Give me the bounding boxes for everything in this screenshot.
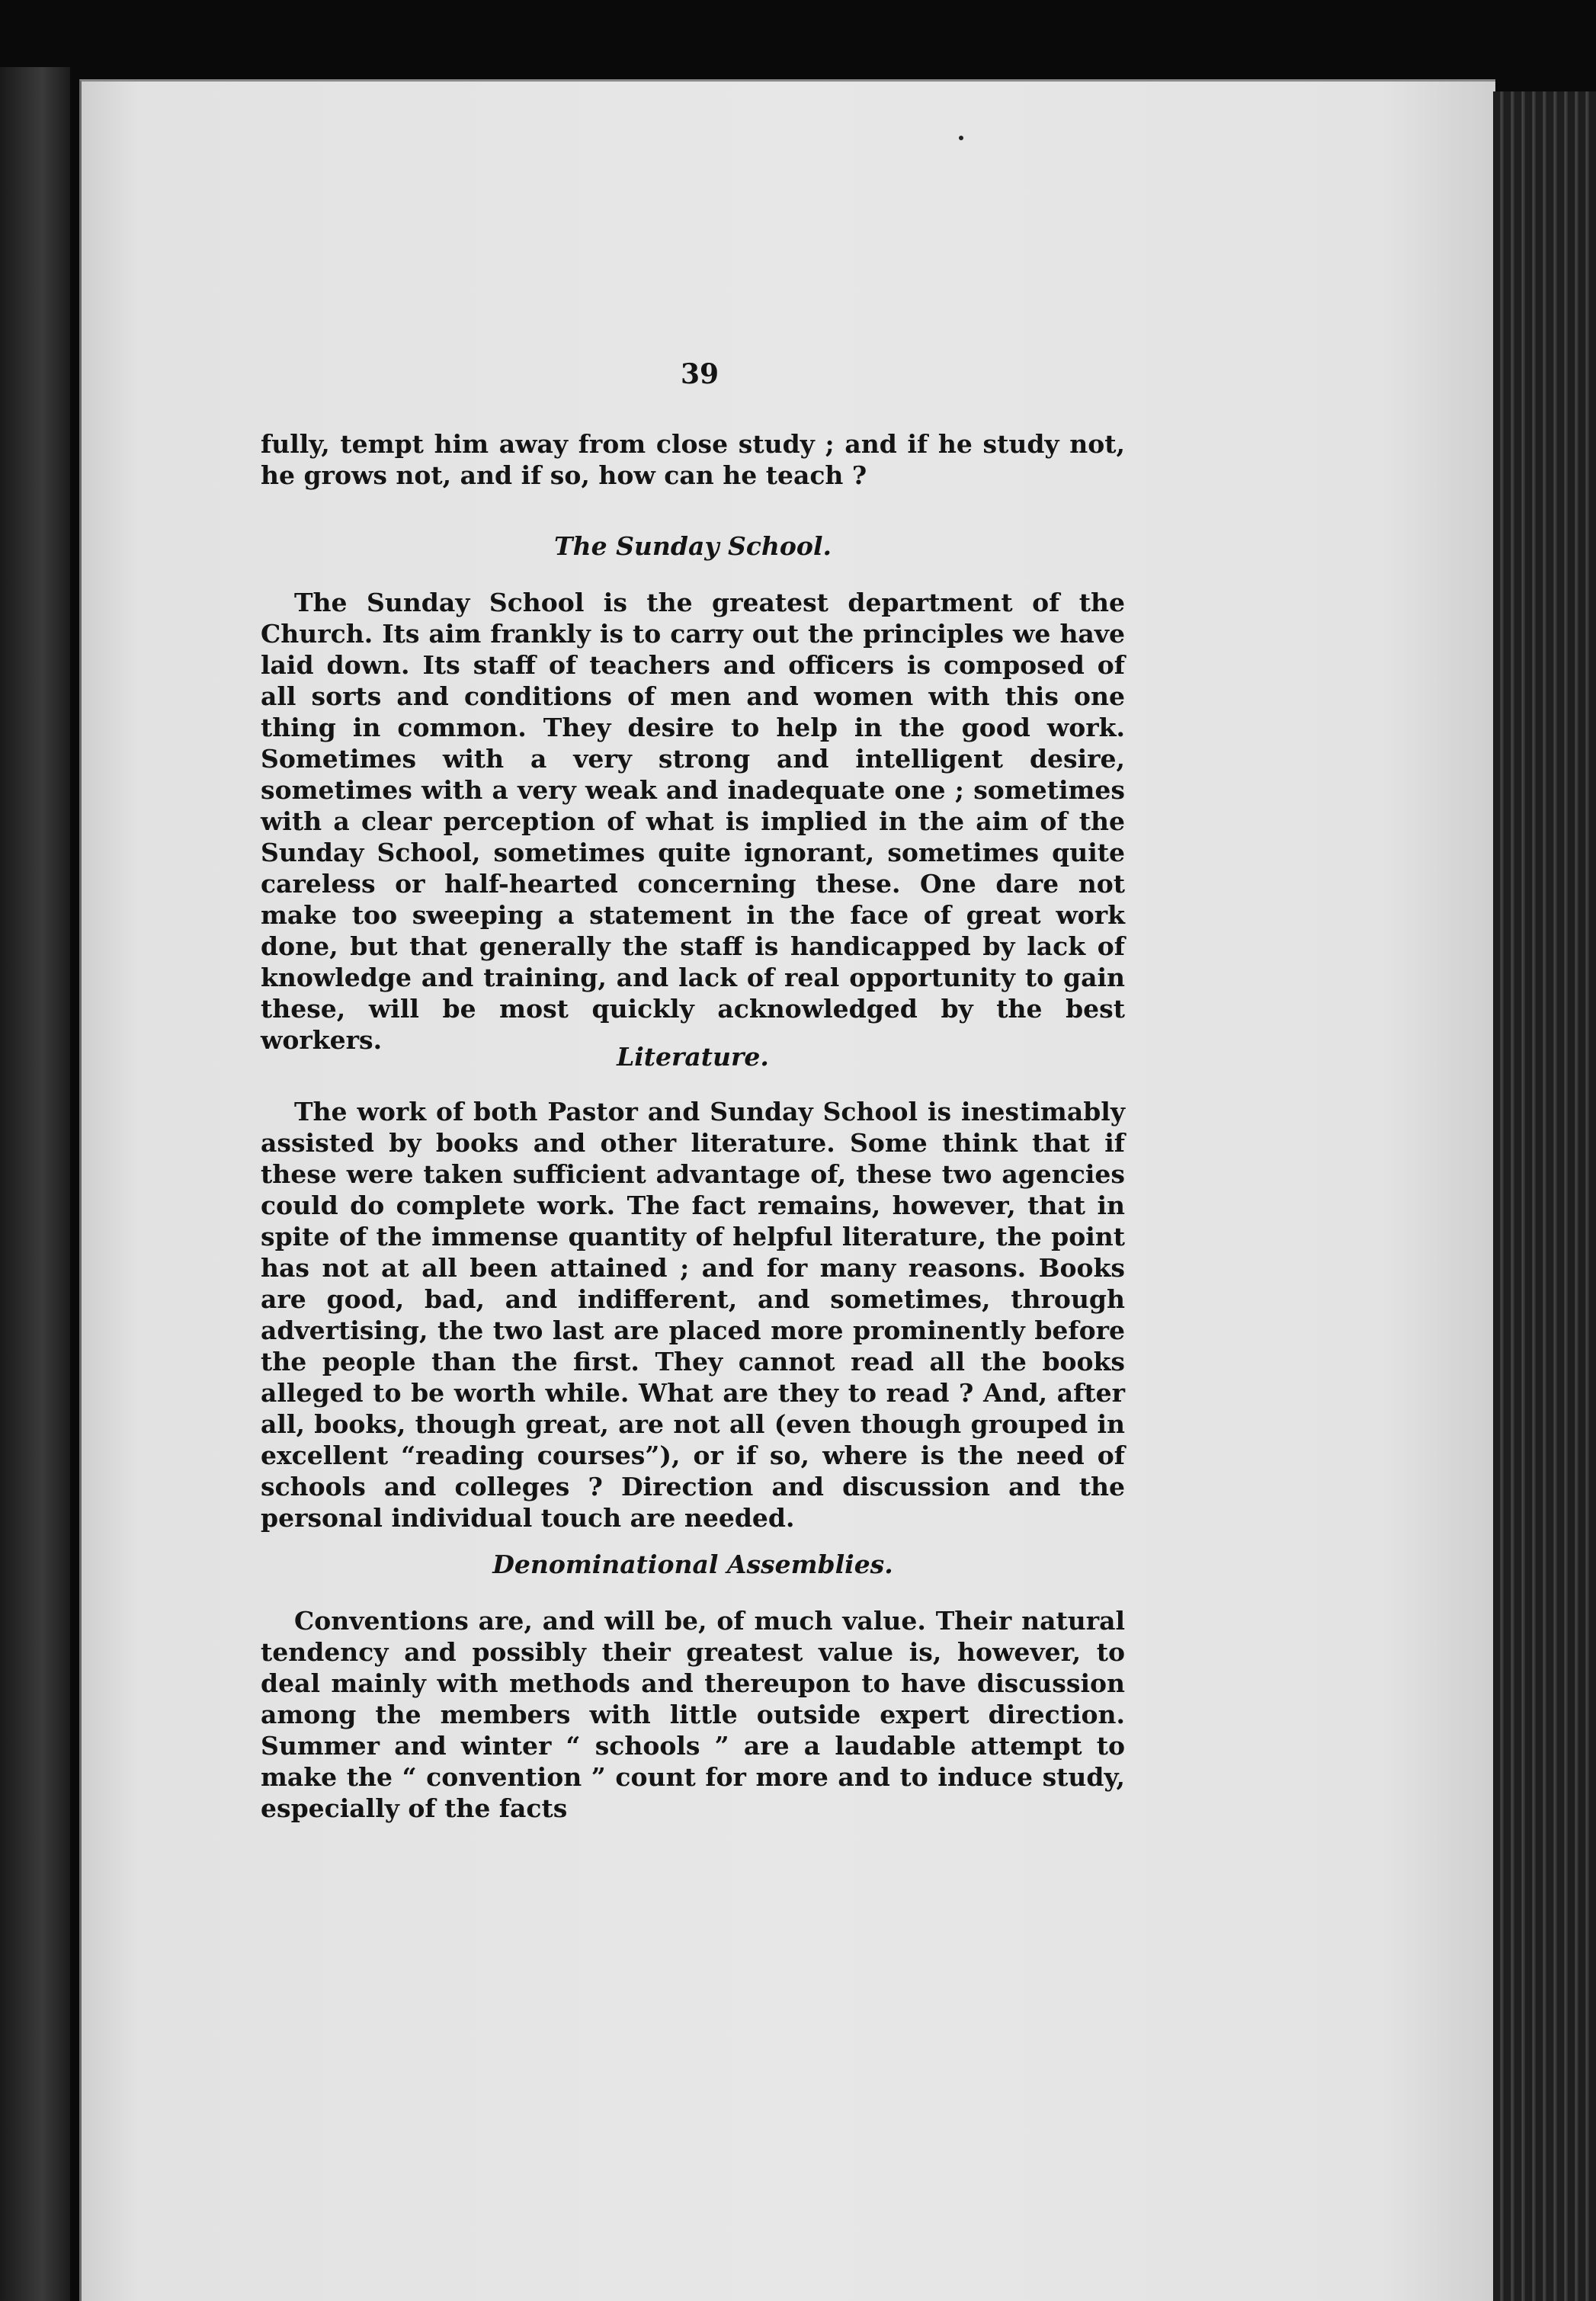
paper-speck xyxy=(959,136,963,140)
section-heading-denominational-assemblies: Denominational Assemblies. xyxy=(492,1549,893,1579)
left-page-edge xyxy=(0,67,70,2301)
section-heading-literature: Literature. xyxy=(617,1042,769,1072)
paragraph-sunday-school: The Sunday School is the greatest department of the Church. Its aim frankly is to carry out the principles we have laid down. Its staff of teachers and officers is composed of all sorts and conditions of men and women with this one thing in common. They desire to help in the good work. Sometimes with a very strong and intelligent desire, sometimes with a very weak and inadequate one ; sometimes with a clear perception of what is implied in the aim of the Sunday School, sometimes quite ignorant, sometimes quite careless or half-hearted concerning these. One dare not make too sweeping a statement in the face of great work done, but that generally the staff is handicapped by lack of knowledge and training, and lack of real opportunity to gain these, will be most quickly acknowledged by the best workers. xyxy=(261,588,1125,1055)
paragraph-continued: fully, tempt him away from close study ; and if he study not, he grows not, and if so, how can he teach ? xyxy=(261,429,1125,490)
page-stack-edges xyxy=(1493,91,1596,2301)
paragraph-literature: The work of both Pastor and Sunday School is inestimably assisted by books and other literature. Some think that if these were taken sufficient advantage of, these two agencies could do complete work. The fact remains, however, that in spite of the immense quantity of helpful literature, the point has not at all been attained ; and for many reasons. Books are good, bad, and indifferent, and sometimes, through advertising, the two last are placed more prominently before the people than the first. They cannot read all the books alleged to be worth while. What are they to read ? And, after all, books, though great, are not all (even though grouped in excellent “reading courses”), or if so, where is the need of schools and colleges ? Direction and discussion and the personal individual touch are needed. xyxy=(261,1097,1125,1533)
page-number: 39 xyxy=(681,358,719,390)
paragraph-denominational-assemblies: Conventions are, and will be, of much value. Their natural tendency and possibly their greatest value is, however, to deal mainly with methods and thereupon to have discussion among the members with little outside expert direction. Summer and winter “ schools ” are a laudable attempt to make the “ convention ” count for more and to induce study, especially of the facts xyxy=(261,1606,1125,1823)
section-heading-sunday-school: The Sunday School. xyxy=(554,531,832,561)
